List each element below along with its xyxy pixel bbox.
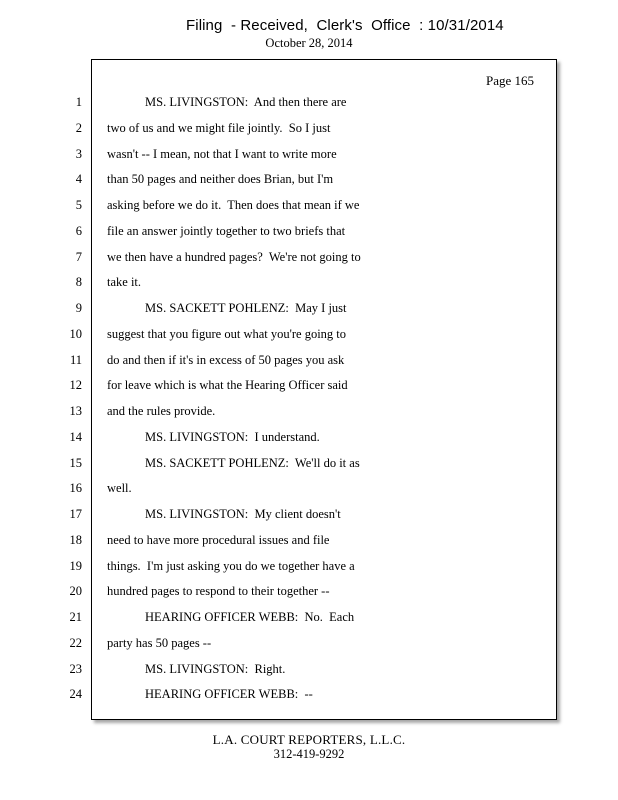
transcript-line: MS. SACKETT POHLENZ: May I just [145,301,347,315]
transcript-line: MS. LIVINGSTON: I understand. [145,430,320,444]
line-number: 21 [69,610,82,624]
transcript-line: HEARING OFFICER WEBB: -- [145,687,313,701]
line-number: 15 [69,456,82,470]
transcript-line: take it. [107,275,142,289]
transcript-line: asking before we do it. Then does that mean if we [107,198,360,212]
transcript-line: than 50 pages and neither does Brian, but I'm [107,172,334,186]
line-number: 7 [75,250,82,264]
line-number: 22 [69,636,82,650]
transcript-line: we then have a hundred pages? We're not going to [107,250,361,264]
transcript-line: well. [107,481,132,495]
line-number: 4 [75,172,82,186]
transcript-line: suggest that you figure out what you're going to [107,327,347,341]
transcript-line: wasn't -- I mean, not that I want to write more [107,147,337,161]
transcript-line: file an answer jointly together to two briefs that [107,224,346,238]
line-number: 11 [69,353,82,367]
page-number: Page 165 [485,73,534,88]
line-number: 17 [69,507,82,521]
transcript-line: need to have more procedural issues and file [107,533,330,547]
line-number: 19 [69,559,82,573]
line-number: 18 [69,533,82,547]
transcript-line: hundred pages to respond to their together -- [107,584,330,598]
transcript-line: things. I'm just asking you do we together have a [107,559,355,573]
transcript-line: for leave which is what the Hearing Officer said [107,378,348,392]
line-number: 16 [69,481,82,495]
line-number: 2 [75,121,82,135]
footer-reporter: L.A. COURT REPORTERS, L.L.C. [212,732,406,747]
transcript-line: two of us and we might file jointly. So I just [107,121,331,135]
transcript-line: MS. LIVINGSTON: My client doesn't [145,507,341,521]
line-number: 1 [75,95,82,109]
line-number: 6 [75,224,82,238]
filing-stamp: Filing - Received, Clerk's Office : 10/31/2014 [186,17,504,34]
line-number: 5 [75,198,82,212]
footer-phone: 312-419-9292 [273,747,345,761]
transcript-line: HEARING OFFICER WEBB: No. Each [145,610,355,624]
line-number: 24 [69,687,82,701]
line-number: 8 [75,275,82,289]
transcript-line: MS. LIVINGSTON: And then there are [145,95,347,109]
line-number: 14 [69,430,82,444]
transcript-line: MS. LIVINGSTON: Right. [145,662,286,676]
line-number: 20 [69,584,82,598]
line-number: 12 [69,378,82,392]
transcript-line: do and then if it's in excess of 50 pages you ask [107,353,345,367]
transcript-line: party has 50 pages -- [107,636,212,650]
header-date: October 28, 2014 [265,36,353,50]
line-number: 10 [69,327,82,341]
line-number: 9 [75,301,82,315]
transcript-line: MS. SACKETT POHLENZ: We'll do it as [145,456,360,470]
transcript-line: and the rules provide. [107,404,216,418]
line-number: 13 [69,404,82,418]
line-number: 23 [69,662,82,676]
line-number: 3 [75,147,82,161]
